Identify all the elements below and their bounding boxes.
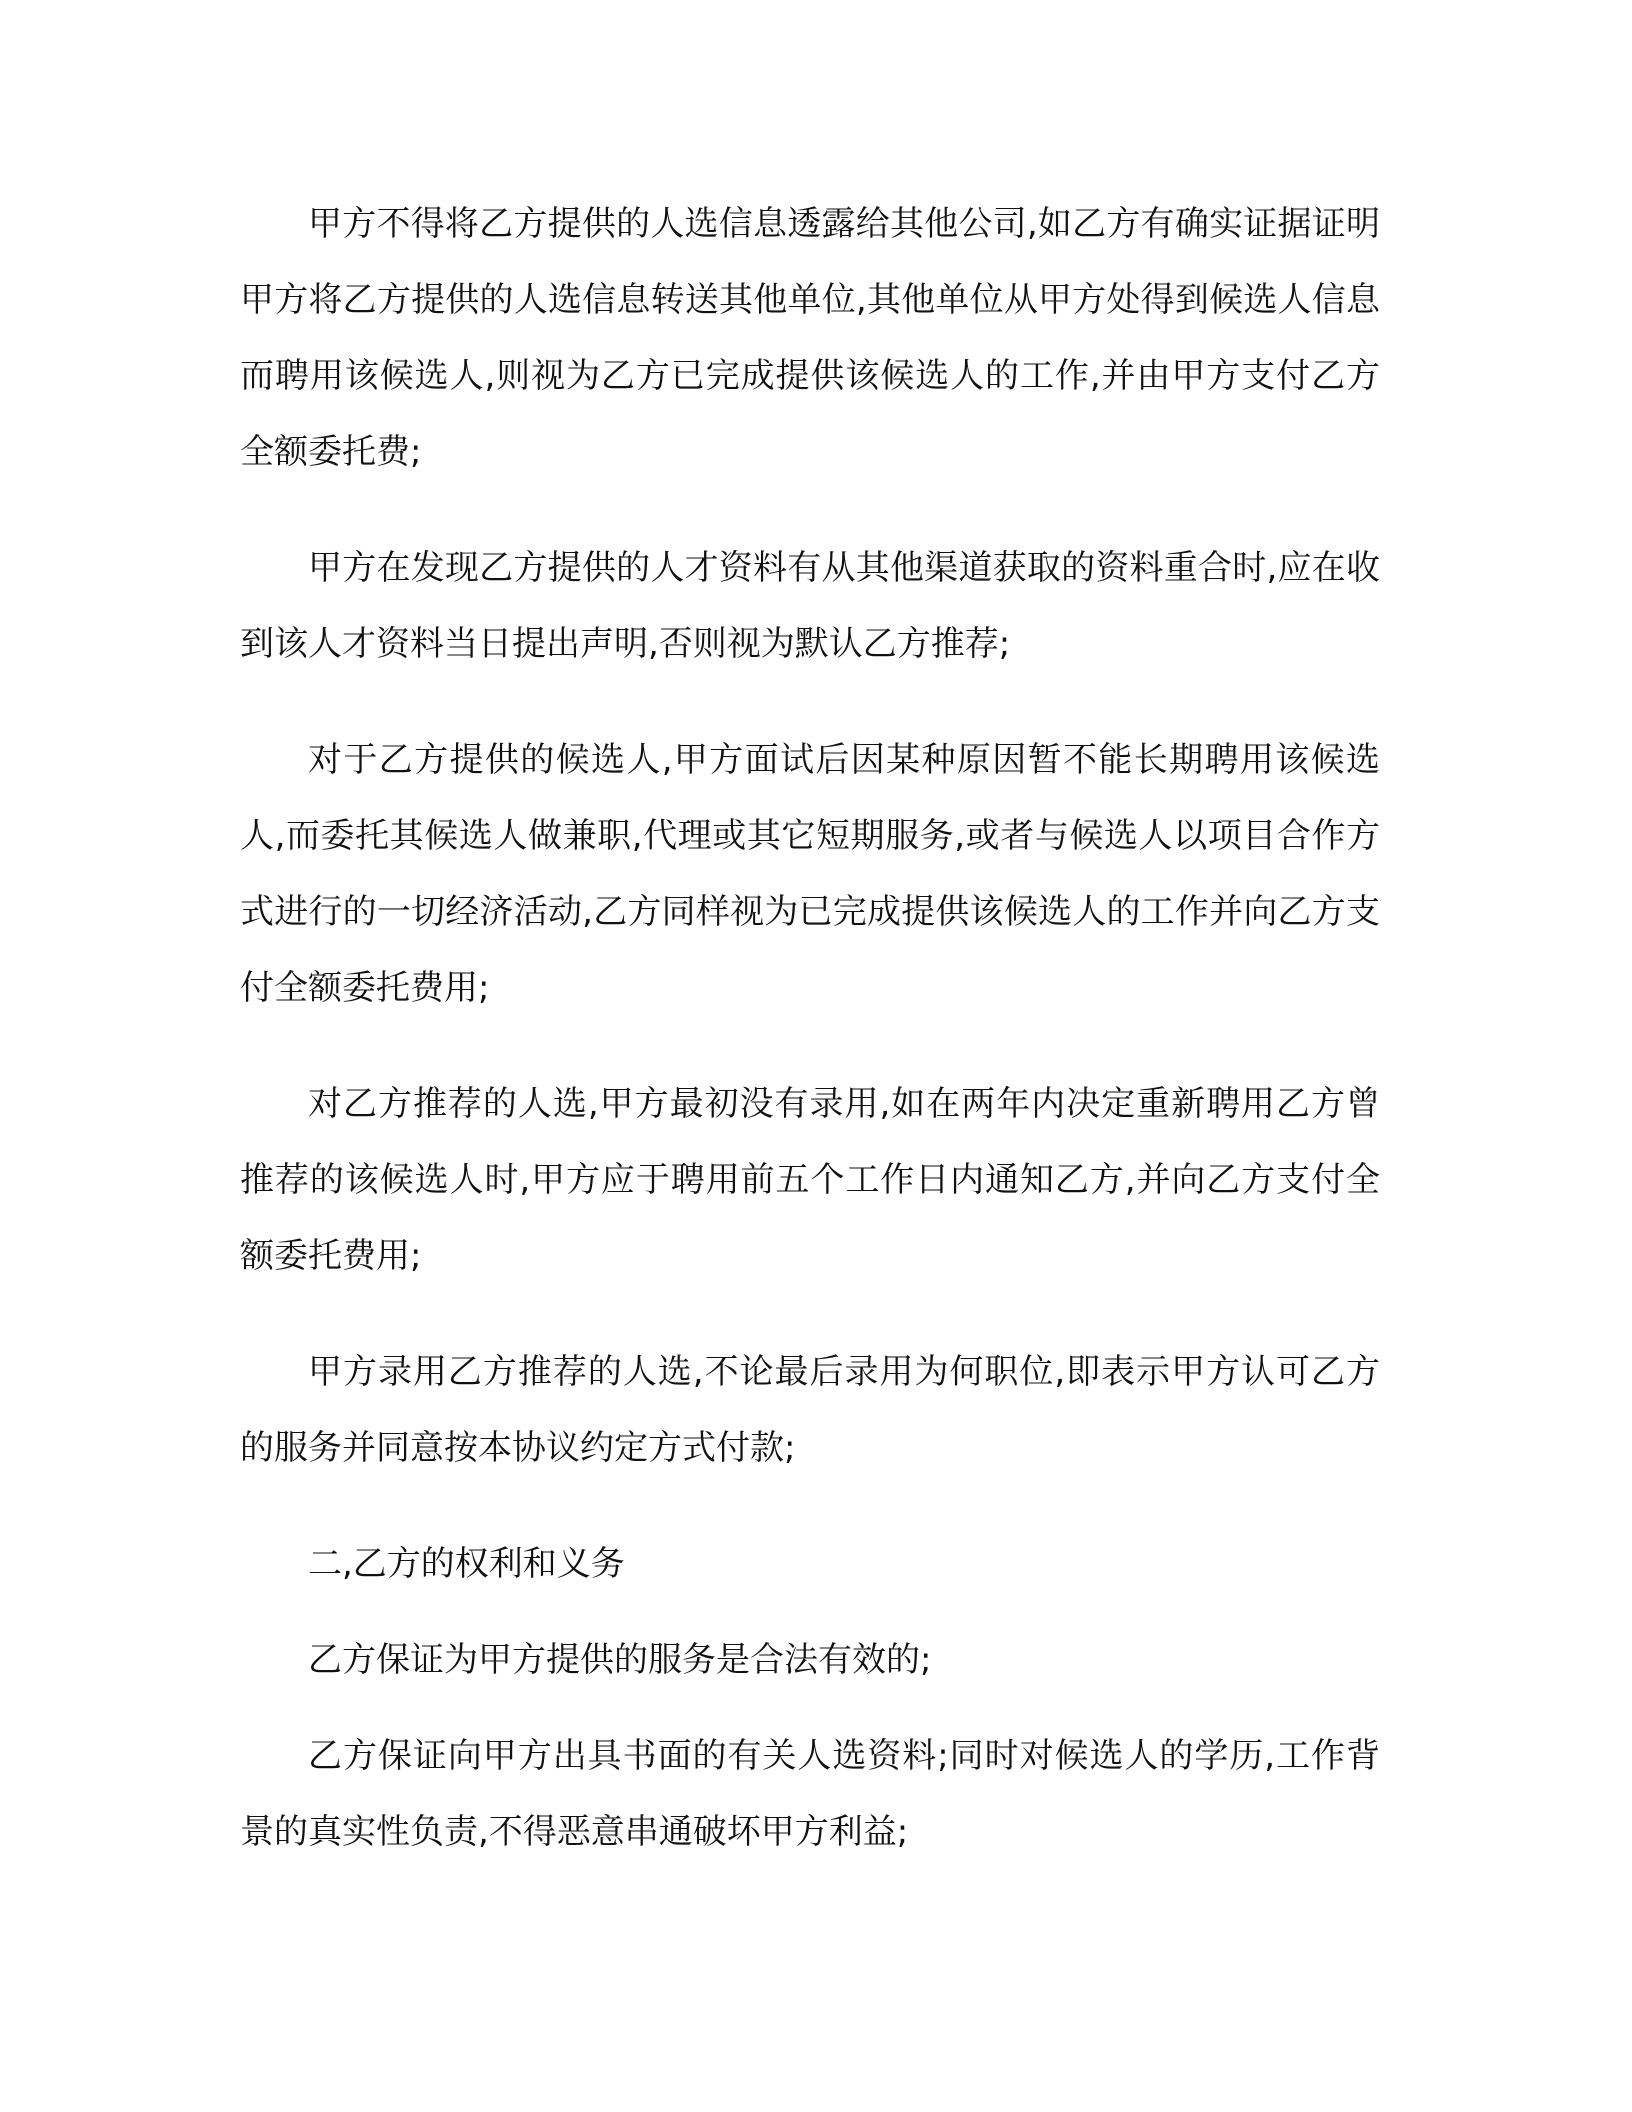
paragraph-part-time-service: 对于乙方提供的候选人,甲方面试后因某种原因暂不能长期聘用该候选人,而委托其候选人做兼职,代理或其它短期服务,或者与候选人以项目合作方式进行的一切经济活动,乙方同样视为已完成提供该候选人的工作并向乙方支付全额委托费用; (240, 740, 1380, 1008)
document-body (240, 186, 1380, 1910)
paragraph-info-disclosure: 甲方不得将乙方提供的人选信息透露给其他公司,如乙方有确实证据证明甲方将乙方提供的人选信息转送其他单位,其他单位从甲方处得到候选人信息而聘用该候选人,则视为乙方已完成提供该候选人的工作,并由甲方支付乙方全额委托费; (240, 204, 1380, 472)
paragraph-written-materials: 乙方保证向甲方出具书面的有关人选资料;同时对候选人的学历,工作背景的真实性负责,不得恶意串通破坏甲方利益; (240, 1736, 1380, 1852)
paragraph-duplicate-resume: 甲方在发现乙方提供的人才资料有从其他渠道获取的资料重合时,应在收到该人才资料当日提出声明,否则视为默认乙方推荐; (240, 548, 1380, 664)
paragraph-rehire-notice: 对乙方推荐的人选,甲方最初没有录用,如在两年内决定重新聘用乙方曾推荐的该候选人时,甲方应于聘用前五个工作日内通知乙方,并向乙方支付全额委托费用; (240, 1084, 1380, 1276)
section-heading-party-b-rights: 二,乙方的权利和义务 (308, 1544, 625, 1584)
paragraph-legal-service: 乙方保证为甲方提供的服务是合法有效的; (308, 1640, 932, 1680)
paragraph-acceptance: 甲方录用乙方推荐的人选,不论最后录用为何职位,即表示甲方认可乙方的服务并同意按本协议约定方式付款; (240, 1352, 1380, 1468)
